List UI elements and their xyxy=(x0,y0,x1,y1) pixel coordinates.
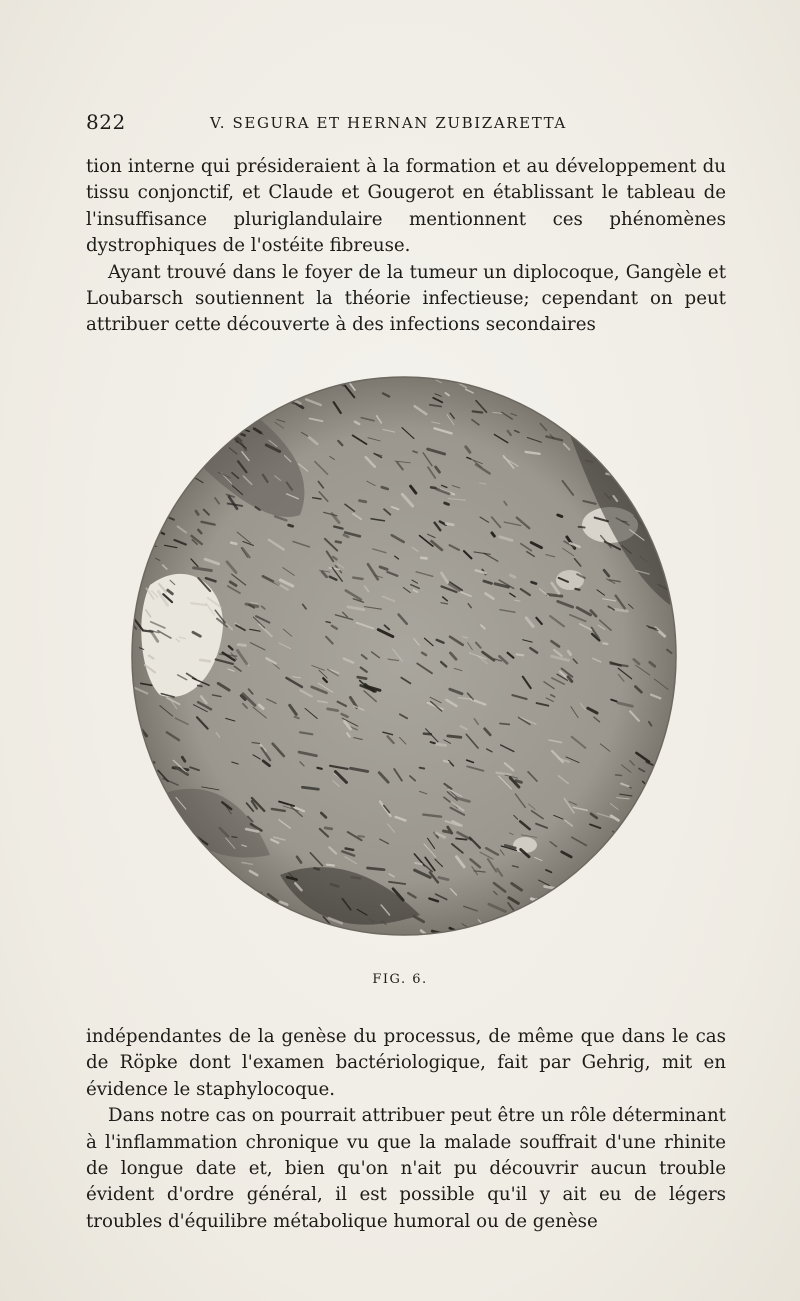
paragraph-infection-theory: Ayant trouvé dans le foyer de la tumeur un diplocoque, Gangèle et Loubarsch soutiennent la théorie infectieuse; cependant on peut attribuer cette découverte à des infections secondaires xyxy=(86,261,726,336)
bottom-text-block xyxy=(86,1024,726,1235)
paragraph-independent-genesis: indépendantes de la genèse du processus, de même que dans le cas de Röpke dont l'examen bactériologique, fait par Gehrig, mit en évidence le staphylocoque. xyxy=(86,1026,726,1100)
micrograph-figure xyxy=(130,375,678,937)
page-number: 822 xyxy=(86,110,126,134)
running-head: V. SEGURA ET HERNAN ZUBIZARETTA xyxy=(210,114,567,132)
figure-caption: FIG. 6. xyxy=(372,972,428,987)
micrograph-image xyxy=(130,375,678,937)
paragraph-continuation: tion interne qui présideraient à la formation et au développement du tissu conjonctif, et Claude et Gougerot en établissant le tableau de l'insuffisance pluriglandulaire mentionnent ces phénomènes dystrophiques de l'ostéite fibreuse. xyxy=(86,156,726,257)
top-text-block xyxy=(86,154,726,339)
page-header xyxy=(86,110,726,140)
paragraph-chronic-inflammation: Dans notre cas on pourrait attribuer peut être un rôle déterminant à l'inflammation chronique vu que la malade souffrait d'une rhinite de longue date et, bien qu'on n'ait pu découvrir aucun trouble évident d'ordre général, il est possible qu'il y ait eu de légers troubles d'équilibre métabolique humoral ou de genèse xyxy=(86,1105,726,1232)
